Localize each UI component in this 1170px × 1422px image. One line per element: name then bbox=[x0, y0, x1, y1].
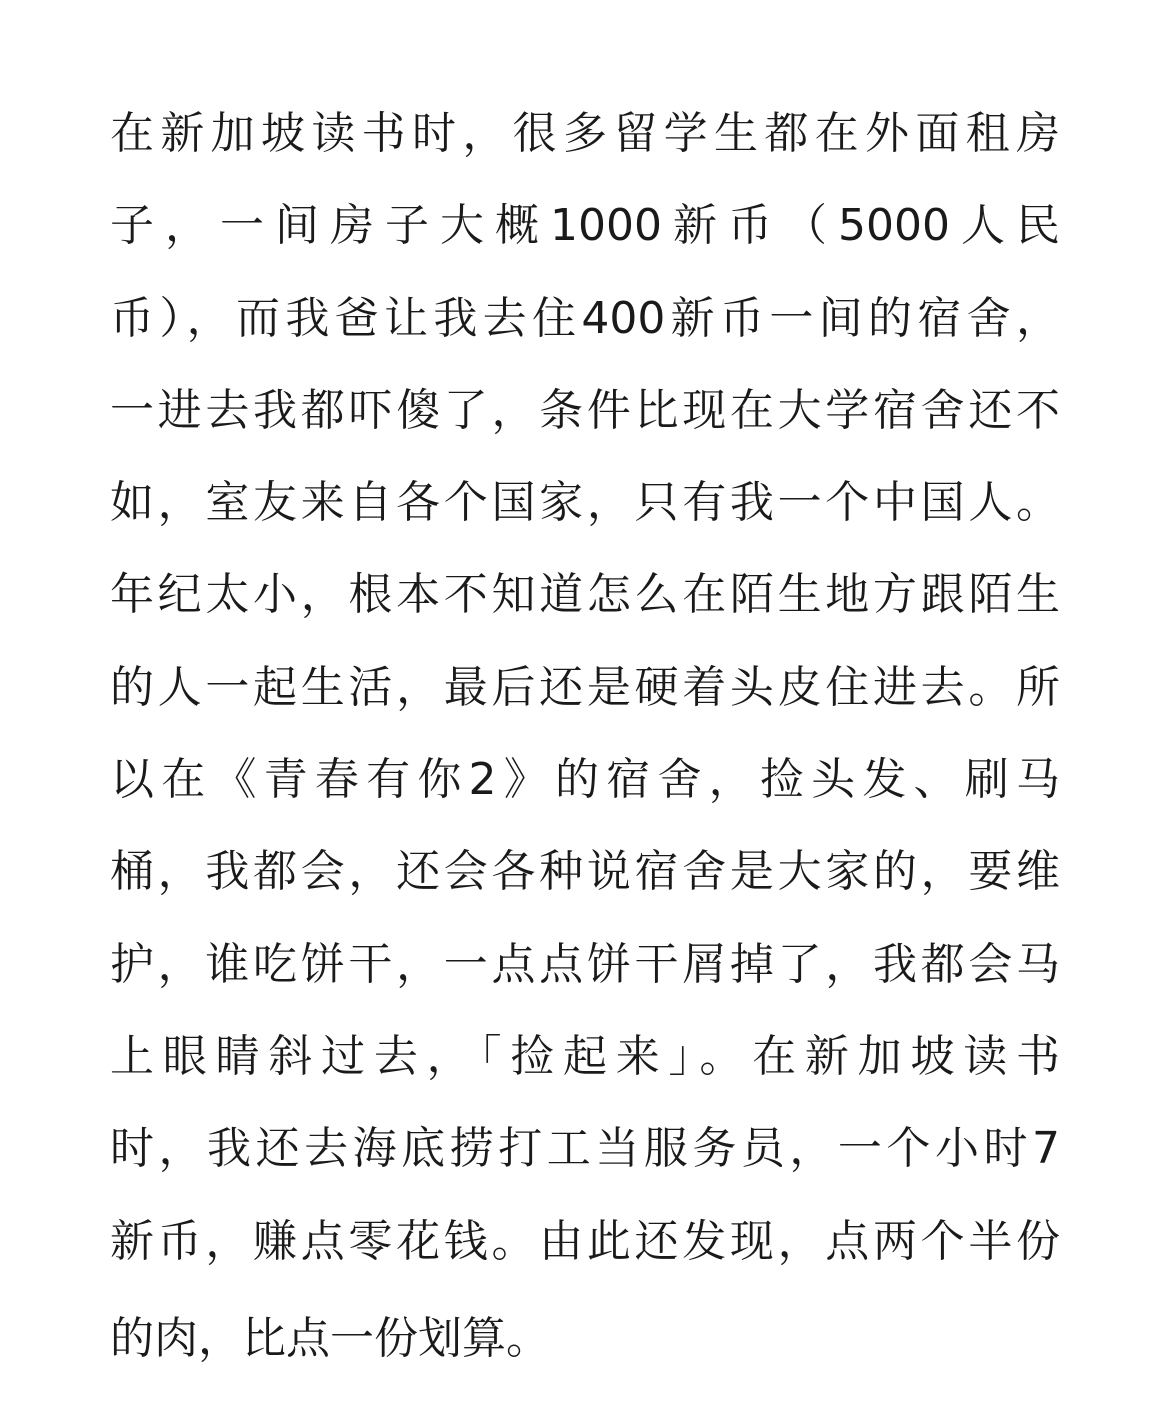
text-line: 币），而我爸让我去住400新币一间的宿舍， bbox=[110, 292, 1060, 344]
text-line: 如，室友来自各个国家，只有我一个中国人。 bbox=[110, 477, 1060, 529]
text-line: 护，谁吃饼干，一点点饼干屑掉了，我都会马 bbox=[110, 938, 1060, 990]
text-line-last: 的肉，比点一份划算。 bbox=[110, 1313, 550, 1364]
text-line: 一进去我都吓傻了，条件比现在大学宿舍还不 bbox=[110, 384, 1060, 436]
article-body bbox=[110, 88, 1060, 1380]
text-line: 在新加坡读书时，很多留学生都在外面租房 bbox=[110, 108, 1060, 159]
text-line: 桶，我都会，还会各种说宿舍是大家的，要维 bbox=[110, 846, 1060, 898]
text-line: 上眼睛斜过去，「捡起来」。在新加坡读书 bbox=[110, 1030, 1060, 1082]
text-line: 时，我还去海底捞打工当服务员，一个小时7 bbox=[110, 1123, 1060, 1175]
text-line: 子，一间房子大概1000新币（5000人民 bbox=[110, 200, 1060, 252]
text-line: 新币，赚点零花钱。由此还发现，点两个半份 bbox=[110, 1215, 1060, 1267]
text-line: 的人一起生活，最后还是硬着头皮住进去。所 bbox=[110, 661, 1060, 713]
text-line: 以在《青春有你2》的宿舍，捡头发、刷马 bbox=[110, 754, 1060, 806]
text-line: 年纪太小，根本不知道怎么在陌生地方跟陌生 bbox=[110, 569, 1060, 621]
